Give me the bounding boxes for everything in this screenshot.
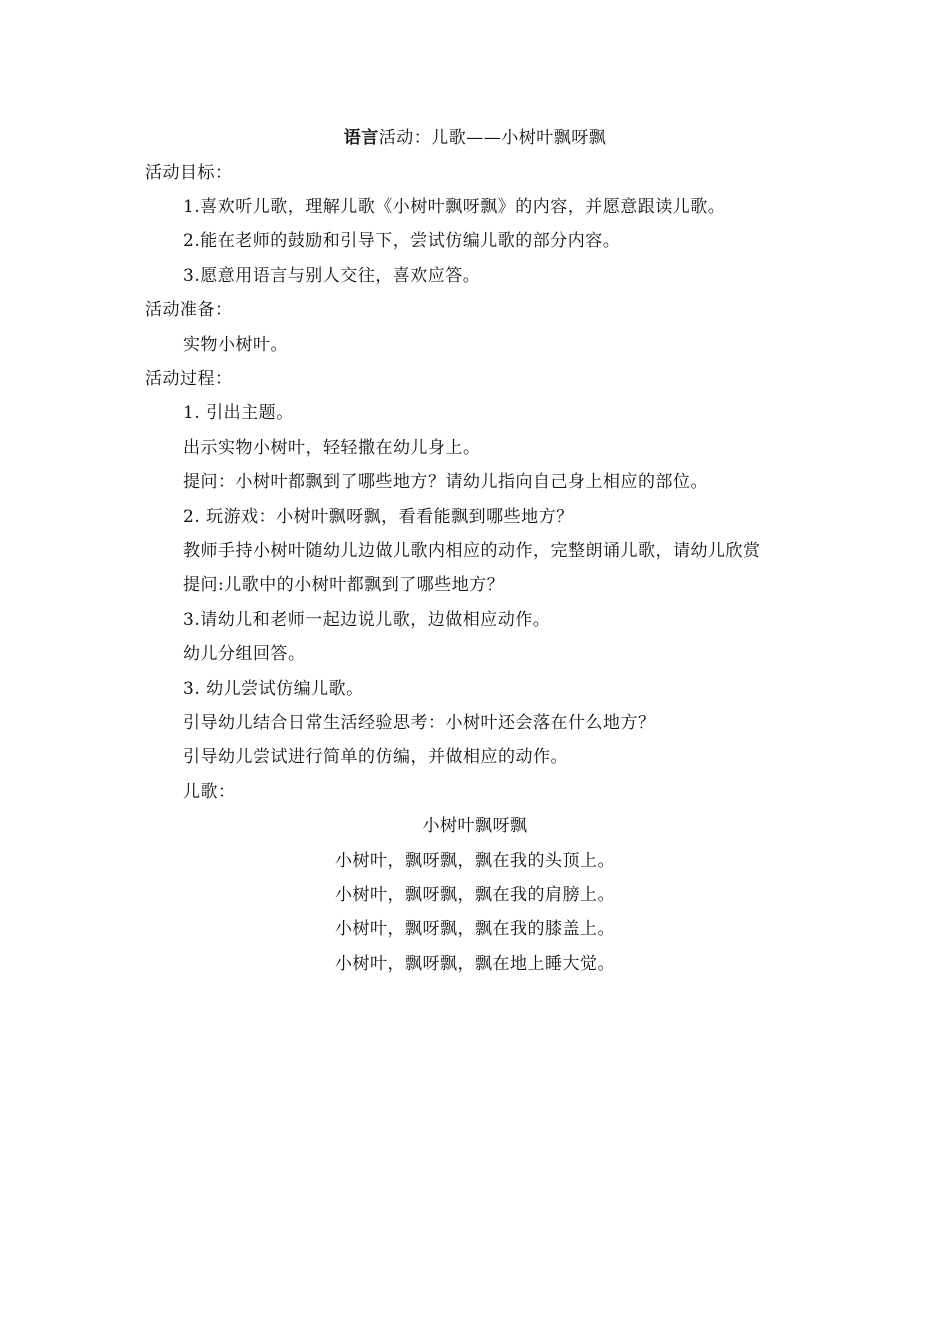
goal-item: 2.能在老师的鼓励和引导下，尝试仿编儿歌的部分内容。 <box>183 231 621 251</box>
process-item: 3.请幼儿和老师一起边说儿歌，边做相应动作。 <box>183 610 551 630</box>
poem-title: 小树叶飘呀飘 <box>422 816 528 836</box>
poem-line: 小树叶，飘呀飘，飘在我的头顶上。 <box>335 851 615 871</box>
goal-item: 3.愿意用语言与别人交往，喜欢应答。 <box>183 266 481 286</box>
process-item: 1. 引出主题。 <box>183 403 294 423</box>
process-item: 出示实物小树叶，轻轻撒在幼儿身上。 <box>183 438 481 458</box>
process-item: 引导幼儿结合日常生活经验思考：小树叶还会落在什么地方？ <box>183 713 656 733</box>
poem-line: 小树叶，飘呀飘，飘在地上睡大觉。 <box>335 954 615 974</box>
preparation-heading: 活动准备： <box>145 300 233 320</box>
process-item: 儿歌： <box>183 782 236 802</box>
title-rest: 活动：儿歌——小树叶飘呀飘 <box>378 128 607 148</box>
poem-line: 小树叶，飘呀飘，飘在我的肩膀上。 <box>335 885 615 905</box>
process-item: 提问:儿歌中的小树叶都飘到了哪些地方？ <box>183 575 505 595</box>
process-item: 幼儿分组回答。 <box>183 644 306 664</box>
process-heading: 活动过程： <box>145 369 233 389</box>
process-item: 教师手持小树叶随幼儿边做儿歌内相应的动作，完整朗诵儿歌，请幼儿欣赏 <box>183 541 761 561</box>
process-item: 提问：小树叶都飘到了哪些地方？请幼儿指向自己身上相应的部位。 <box>183 472 708 492</box>
title-bold-part: 语言 <box>343 128 379 148</box>
document-title <box>0 127 950 149</box>
goal-item: 1.喜欢听儿歌，理解儿歌《小树叶飘呀飘》的内容，并愿意跟读儿歌。 <box>183 197 726 217</box>
goals-heading: 活动目标： <box>145 163 233 183</box>
preparation-item: 实物小树叶。 <box>183 335 288 355</box>
process-item: 引导幼儿尝试进行简单的仿编，并做相应的动作。 <box>183 747 568 767</box>
process-item: 2. 玩游戏：小树叶飘呀飘，看看能飘到哪些地方？ <box>183 507 574 527</box>
poem-line: 小树叶，飘呀飘，飘在我的膝盖上。 <box>335 919 615 939</box>
process-item: 3. 幼儿尝试仿编儿歌。 <box>183 679 364 699</box>
